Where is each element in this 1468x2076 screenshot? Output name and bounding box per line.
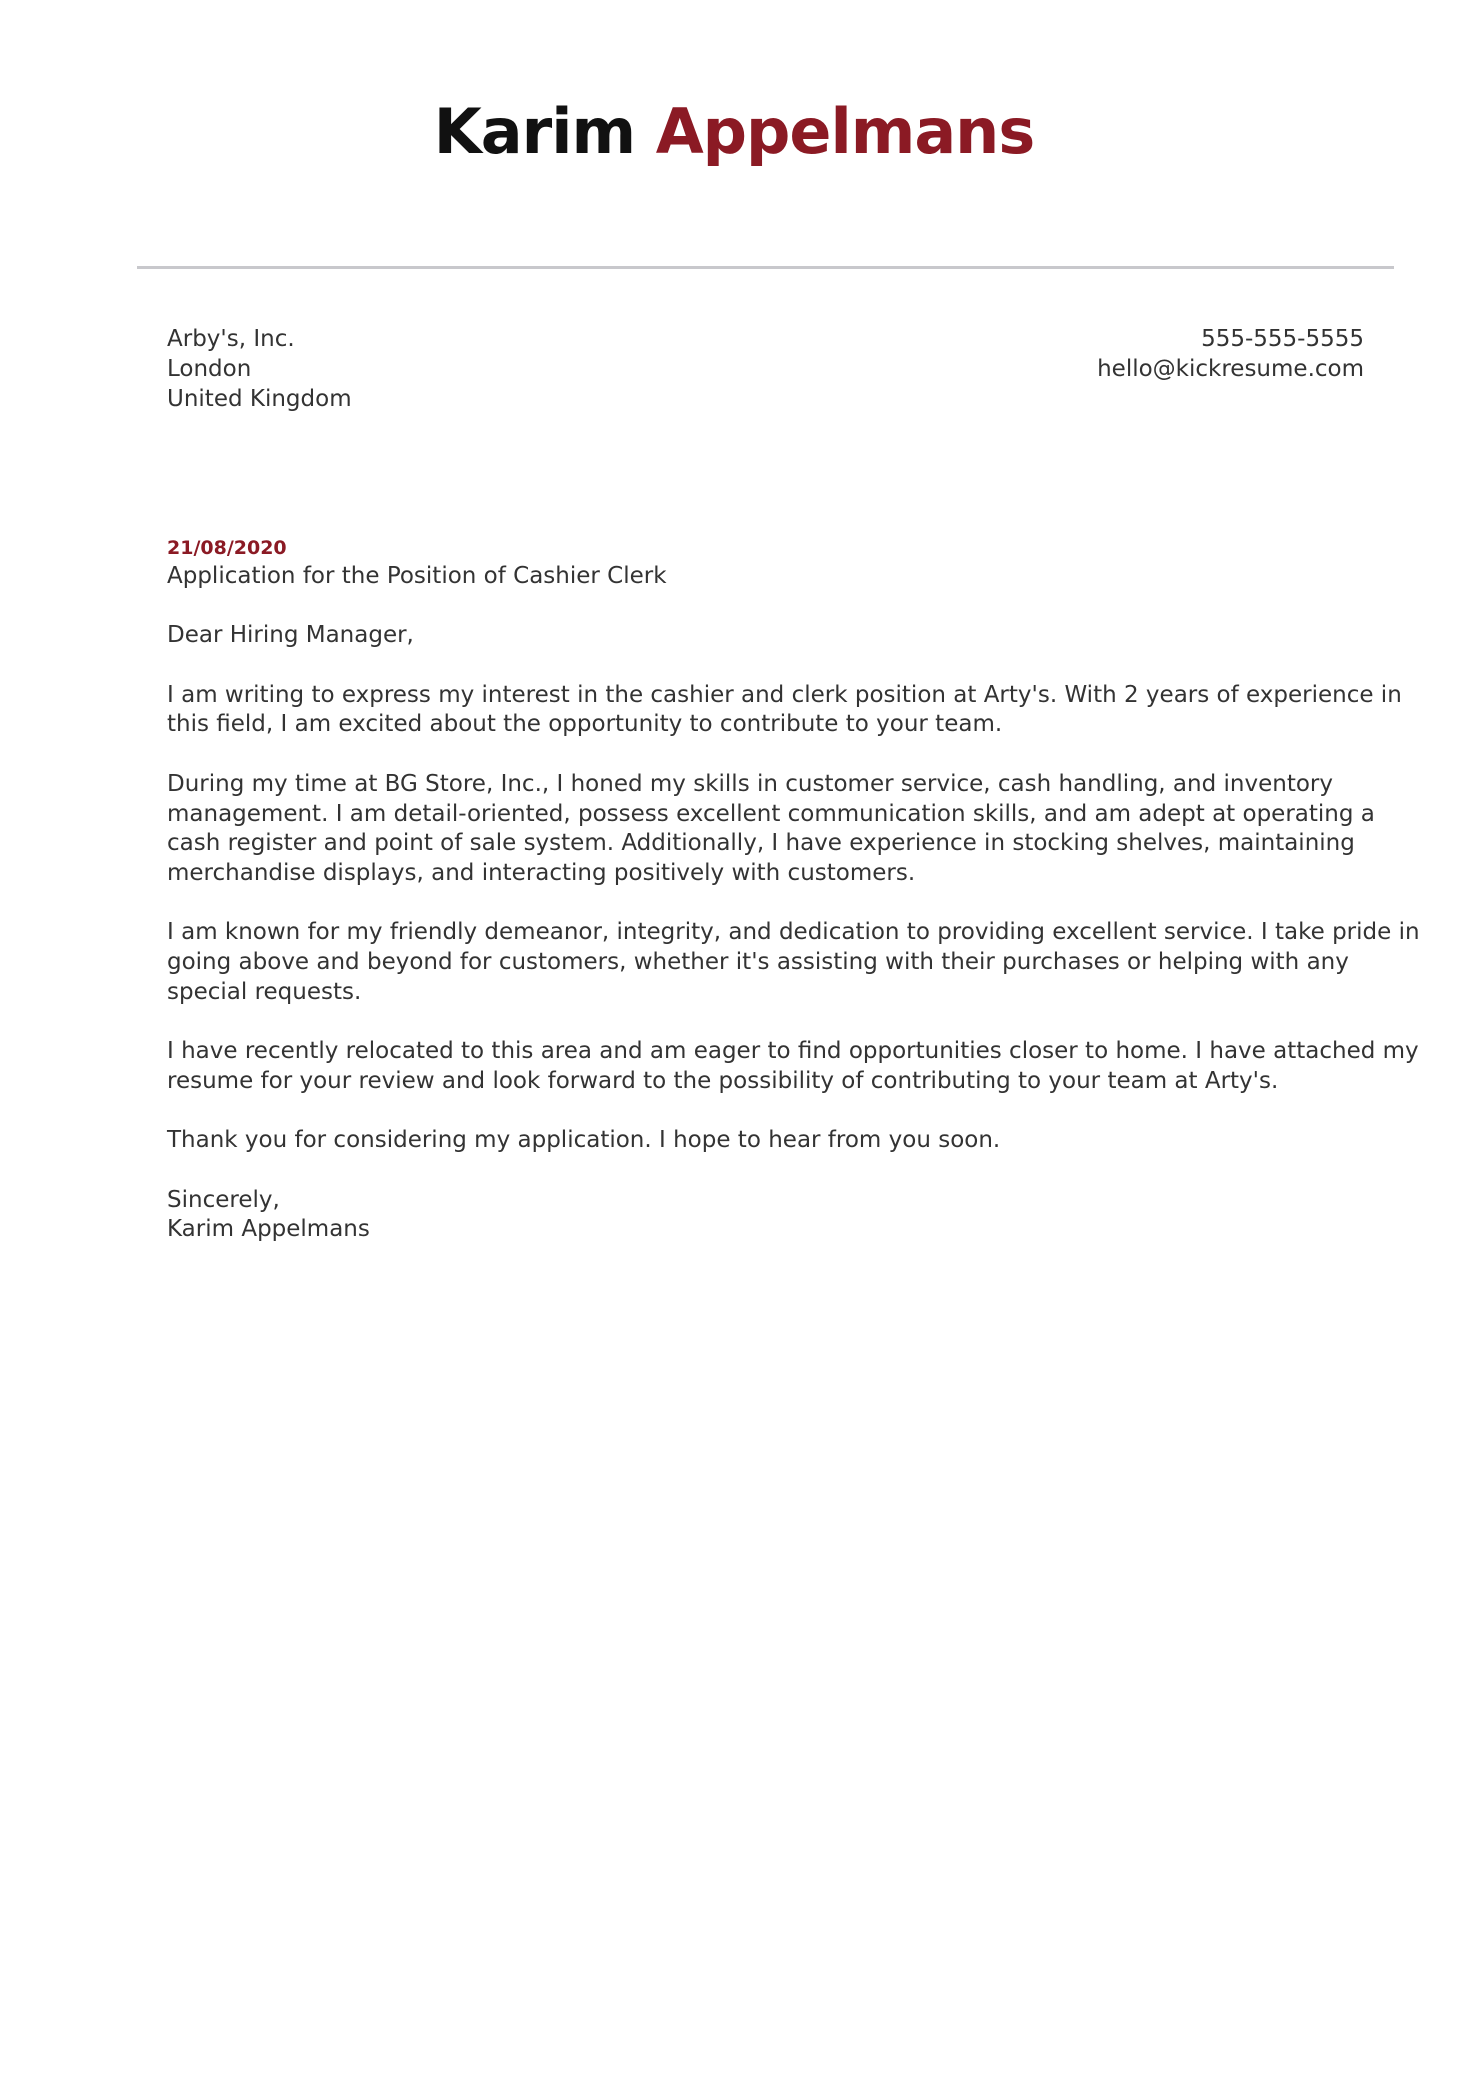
paragraph-line: cash register and point of sale system. Additionally, I have experience in stocking shelves, maintaining: [167, 830, 1355, 857]
paragraph-line: special requests.: [167, 978, 362, 1005]
paragraph-line: I have recently relocated to this area and am eager to find opportunities closer to home. I have attached my: [167, 1038, 1419, 1065]
contact-phone: 555-555-5555: [1201, 326, 1364, 352]
paragraph-line: this field, I am excited about the opportunity to contribute to your team.: [167, 711, 1003, 738]
letter-subject: Application for the Position of Cashier Clerk: [167, 563, 667, 589]
recipient-country: United Kingdom: [167, 386, 352, 412]
paragraph-line: merchandise displays, and interacting positively with customers.: [167, 859, 916, 886]
letter-paragraph-4: [167, 1037, 1419, 1096]
recipient-company: Arby's, Inc.: [167, 326, 295, 352]
recipient-city: London: [167, 356, 252, 382]
letter-signature-name: Karim Appelmans: [167, 1216, 370, 1243]
letter-body: [167, 562, 1420, 1245]
paragraph-line: resume for your review and look forward to the possibility of contributing to your team at Arty's.: [167, 1067, 1279, 1094]
letter-salutation: Dear Hiring Manager,: [167, 622, 414, 649]
letter-paragraph-2: [167, 770, 1375, 889]
applicant-name-heading: [0, 92, 1468, 172]
letter-paragraph-1: [167, 681, 1402, 740]
letter-paragraph-5: [167, 1126, 1367, 1156]
paragraph-line: going above and beyond for customers, whether it's assisting with their purchases or helping with any: [167, 949, 1349, 976]
applicant-last-name: Appelmans: [655, 95, 1035, 168]
letter-closing: Sincerely,: [167, 1186, 280, 1213]
paragraph-line: During my time at BG Store, Inc., I honed my skills in customer service, cash handling, and inventory: [167, 770, 1333, 797]
header-divider: [137, 266, 1394, 269]
recipient-address: [167, 324, 352, 414]
letter-paragraph-3: [167, 918, 1420, 1007]
paragraph-line: Thank you for considering my application. I hope to hear from you soon.: [167, 1127, 1001, 1154]
paragraph-line: management. I am detail-oriented, possess excellent communication skills, and am adept at operating a: [167, 800, 1375, 827]
paragraph-line: I am writing to express my interest in the cashier and clerk position at Arty's. With 2 years of experience in: [167, 681, 1402, 708]
contact-email: hello@kickresume.com: [1097, 356, 1364, 382]
applicant-first-name: Karim: [433, 95, 636, 168]
letter-signoff: [167, 1186, 1367, 1245]
paragraph-line: I am known for my friendly demeanor, integrity, and dedication to providing excellent service. I take pride in: [167, 919, 1420, 946]
applicant-contact: [1097, 324, 1364, 384]
letter-date: 21/08/2020: [167, 537, 287, 559]
